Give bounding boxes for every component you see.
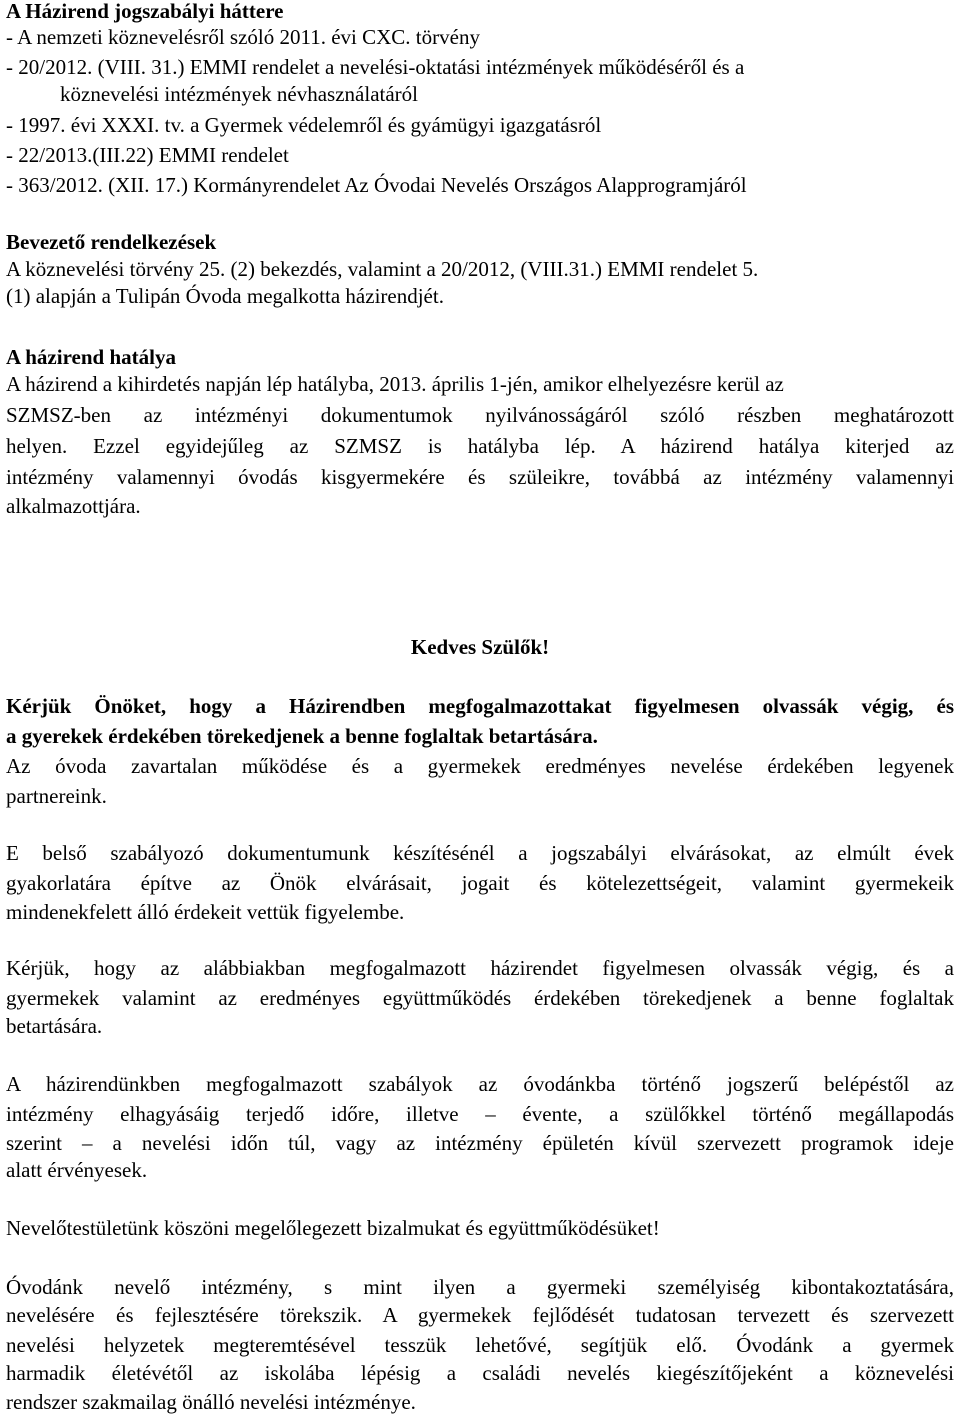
legal-item: - 22/2013.(III.22) EMMI rendelet	[6, 143, 289, 167]
paragraph-3: gyermekek valamint az eredményes együttműködés érdekében törekedjenek a benne foglaltak	[6, 986, 954, 1010]
scope-text: intézmény valamennyi óvodás kisgyermekére és szüleikre, továbbá az intézmény valamennyi	[6, 465, 954, 489]
paragraph-4: alatt érvényesek.	[6, 1158, 148, 1182]
paragraph-6: nevelési helyzetek megteremtésével tesszük lehetővé, segítjük elő. Óvodánk a gyermek	[6, 1333, 954, 1357]
paragraph-5: Nevelőtestületünk köszöni megelőlegezett bizalmukat és együttműködésüket!	[6, 1216, 660, 1240]
paragraph-4: szerint – a nevelési időn túl, vagy az intézmény épületén kívül szervezett programok ideje	[6, 1131, 954, 1155]
paragraph-2: gyakorlatára építve az Önök elvárásait, jogait és kötelezettségeit, valamint gyermekeik	[6, 871, 954, 895]
greeting: Kedves Szülők!	[410, 635, 550, 659]
intro-text: (1) alapján a Tulipán Óvoda megalkotta házirendjét.	[6, 284, 444, 308]
paragraph-6: Óvodánk nevelő intézmény, s mint ilyen a gyermeki személyiség kibontakoztatására,	[6, 1275, 954, 1299]
paragraph-3: Kérjük, hogy az alábbiakban megfogalmazott házirendet figyelmesen olvassák végig, és a	[6, 956, 954, 980]
legal-item-continuation: köznevelési intézmények névhasználatáról	[60, 82, 419, 106]
bold-request: a gyerekek érdekében törekedjenek a benne foglaltak betartására.	[6, 724, 598, 748]
scope-text: SZMSZ-ben az intézményi dokumentumok nyilvánosságáról szóló részben meghatározott	[6, 403, 954, 427]
scope-text: A házirend a kihirdetés napján lép hatályba, 2013. április 1-jén, amikor elhelyezésre kerül az	[6, 372, 784, 396]
scope-text: helyen. Ezzel egyidejűleg az SZMSZ is hatályba lép. A házirend hatálya kiterjed az	[6, 434, 954, 458]
legal-item: - 1997. évi XXXI. tv. a Gyermek védelemről és gyámügyi igazgatásról	[6, 113, 602, 137]
scope-text: alkalmazottjára.	[6, 494, 141, 518]
paragraph-1: partnereink.	[6, 784, 107, 808]
legal-item: - 363/2012. (XII. 17.) Kormányrendelet Az Óvodai Nevelés Országos Alapprogramjáról	[6, 173, 747, 197]
paragraph-1: Az óvoda zavartalan működése és a gyermekek eredményes nevelése érdekében legyenek	[6, 754, 954, 778]
legal-item: - A nemzeti köznevelésről szóló 2011. évi CXC. törvény	[6, 25, 480, 49]
bold-request: Kérjük Önöket, hogy a Házirendben megfogalmazottakat figyelmesen olvassák végig, és	[6, 694, 954, 718]
paragraph-2: E belső szabályozó dokumentumunk készítésénél a jogszabályi elvárásokat, az elmúlt évek	[6, 841, 954, 865]
paragraph-6: harmadik életévétől az iskolába lépésig a családi nevelés kiegészítőjeként a köznevelési	[6, 1361, 954, 1385]
paragraph-2: mindenekfelett álló érdekeit vettük figyelembe.	[6, 900, 405, 924]
paragraph-6: nevelésére és fejlesztésére törekszik. A gyermekek fejlődését tudatosan tervezett és szervezett	[6, 1303, 954, 1327]
legal-heading: A Házirend jogszabályi háttere	[6, 0, 284, 23]
paragraph-6: rendszer szakmailag önálló nevelési intézménye.	[6, 1390, 416, 1414]
intro-heading: Bevezető rendelkezések	[6, 230, 217, 254]
scope-heading: A házirend hatálya	[6, 345, 176, 369]
paragraph-3: betartására.	[6, 1014, 103, 1038]
legal-item: - 20/2012. (VIII. 31.) EMMI rendelet a nevelési-oktatási intézmények működéséről és a	[6, 55, 745, 79]
intro-text: A köznevelési törvény 25. (2) bekezdés, valamint a 20/2012, (VIII.31.) EMMI rendelet 5.	[6, 257, 759, 281]
paragraph-4: intézmény elhagyásáig terjedő időre, illetve – évente, a szülőkkel történő megállapodás	[6, 1102, 954, 1126]
paragraph-4: A házirendünkben megfogalmazott szabályok az óvodánkba történő jogszerű belépéstől az	[6, 1072, 954, 1096]
